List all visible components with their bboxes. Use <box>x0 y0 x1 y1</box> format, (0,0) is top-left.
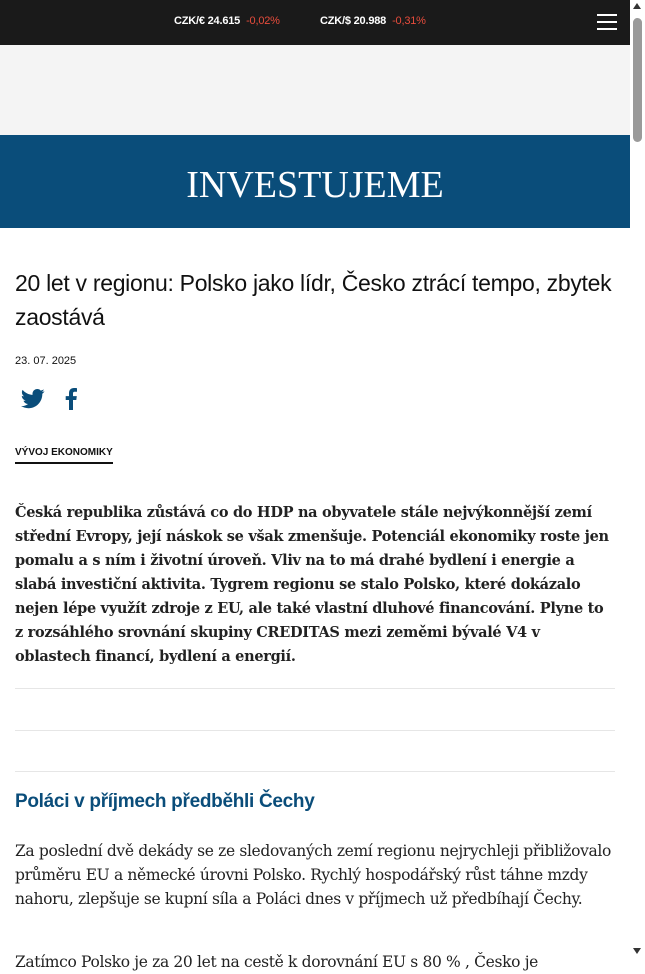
top-bar <box>0 0 630 45</box>
section-heading: Poláci v příjmech předběhli Čechy <box>15 791 315 812</box>
scrollbar-thumb[interactable] <box>633 18 642 142</box>
scroll-up-arrow-icon[interactable] <box>633 3 641 9</box>
facebook-icon[interactable] <box>63 388 79 410</box>
ticker-usd-change: -0,31% <box>392 15 426 27</box>
ticker-usd <box>320 15 426 27</box>
ticker-eur-pair: CZK/€ 24.615 <box>174 15 241 27</box>
divider <box>15 730 615 731</box>
ad-placeholder <box>0 45 630 135</box>
scrollbar[interactable] <box>630 0 645 961</box>
article-title: 20 let v regionu: Polsko jako lídr, Česko ztrácí tempo, zbytek zaostává <box>15 270 612 330</box>
divider <box>15 688 615 689</box>
category-link[interactable]: VÝVOJ EKONOMIKY <box>15 447 113 464</box>
divider <box>15 771 615 772</box>
article-lead: Česká republika zůstává co do HDP na obyvatele stále nejvýkonnější zemí střední Evropy, její náskok se však zmenšuje. Potenciál ekonomiky roste jen pomalu a s ním i životní úroveň. Vliv na to má drahé bydlení i energie a slabá investiční aktivita. Tygrem regionu se stalo Polsko, které dokázalo nejen lépe využít zdroje z EU, ale také vlastní dluhové financování. Plyne to z rozsáhlého srovnání skupiny CREDITAS mezi zeměmi bývalé V4 v oblastech financí, bydlení a energií. <box>15 504 609 665</box>
twitter-icon[interactable] <box>21 388 45 410</box>
site-logo[interactable]: INVESTUJEME <box>186 164 444 206</box>
ticker-eur-change: -0,02% <box>246 15 280 27</box>
brand-header <box>0 135 630 228</box>
ticker-eur <box>174 15 280 27</box>
scroll-down-arrow-icon[interactable] <box>633 948 641 954</box>
article-paragraph-cut: Zatímco Polsko je za 20 let na cestě k dorovnání EU s 80 % , Česko je <box>15 953 538 971</box>
hamburger-icon[interactable] <box>597 14 617 30</box>
article-date: 23. 07. 2025 <box>15 355 77 367</box>
article-paragraph: Za poslední dvě dekády se ze sledovaných zemí regionu nejrychleji přibližovalo průměru EU a německé úrovni Polsko. Rychlý hospodářský růst táhne mzdy nahoru, zlepšuje se kupní síla a Poláci dnes v příjmech už předbíhají Čechy. <box>15 842 611 908</box>
ticker-usd-pair: CZK/$ 20.988 <box>320 15 387 27</box>
